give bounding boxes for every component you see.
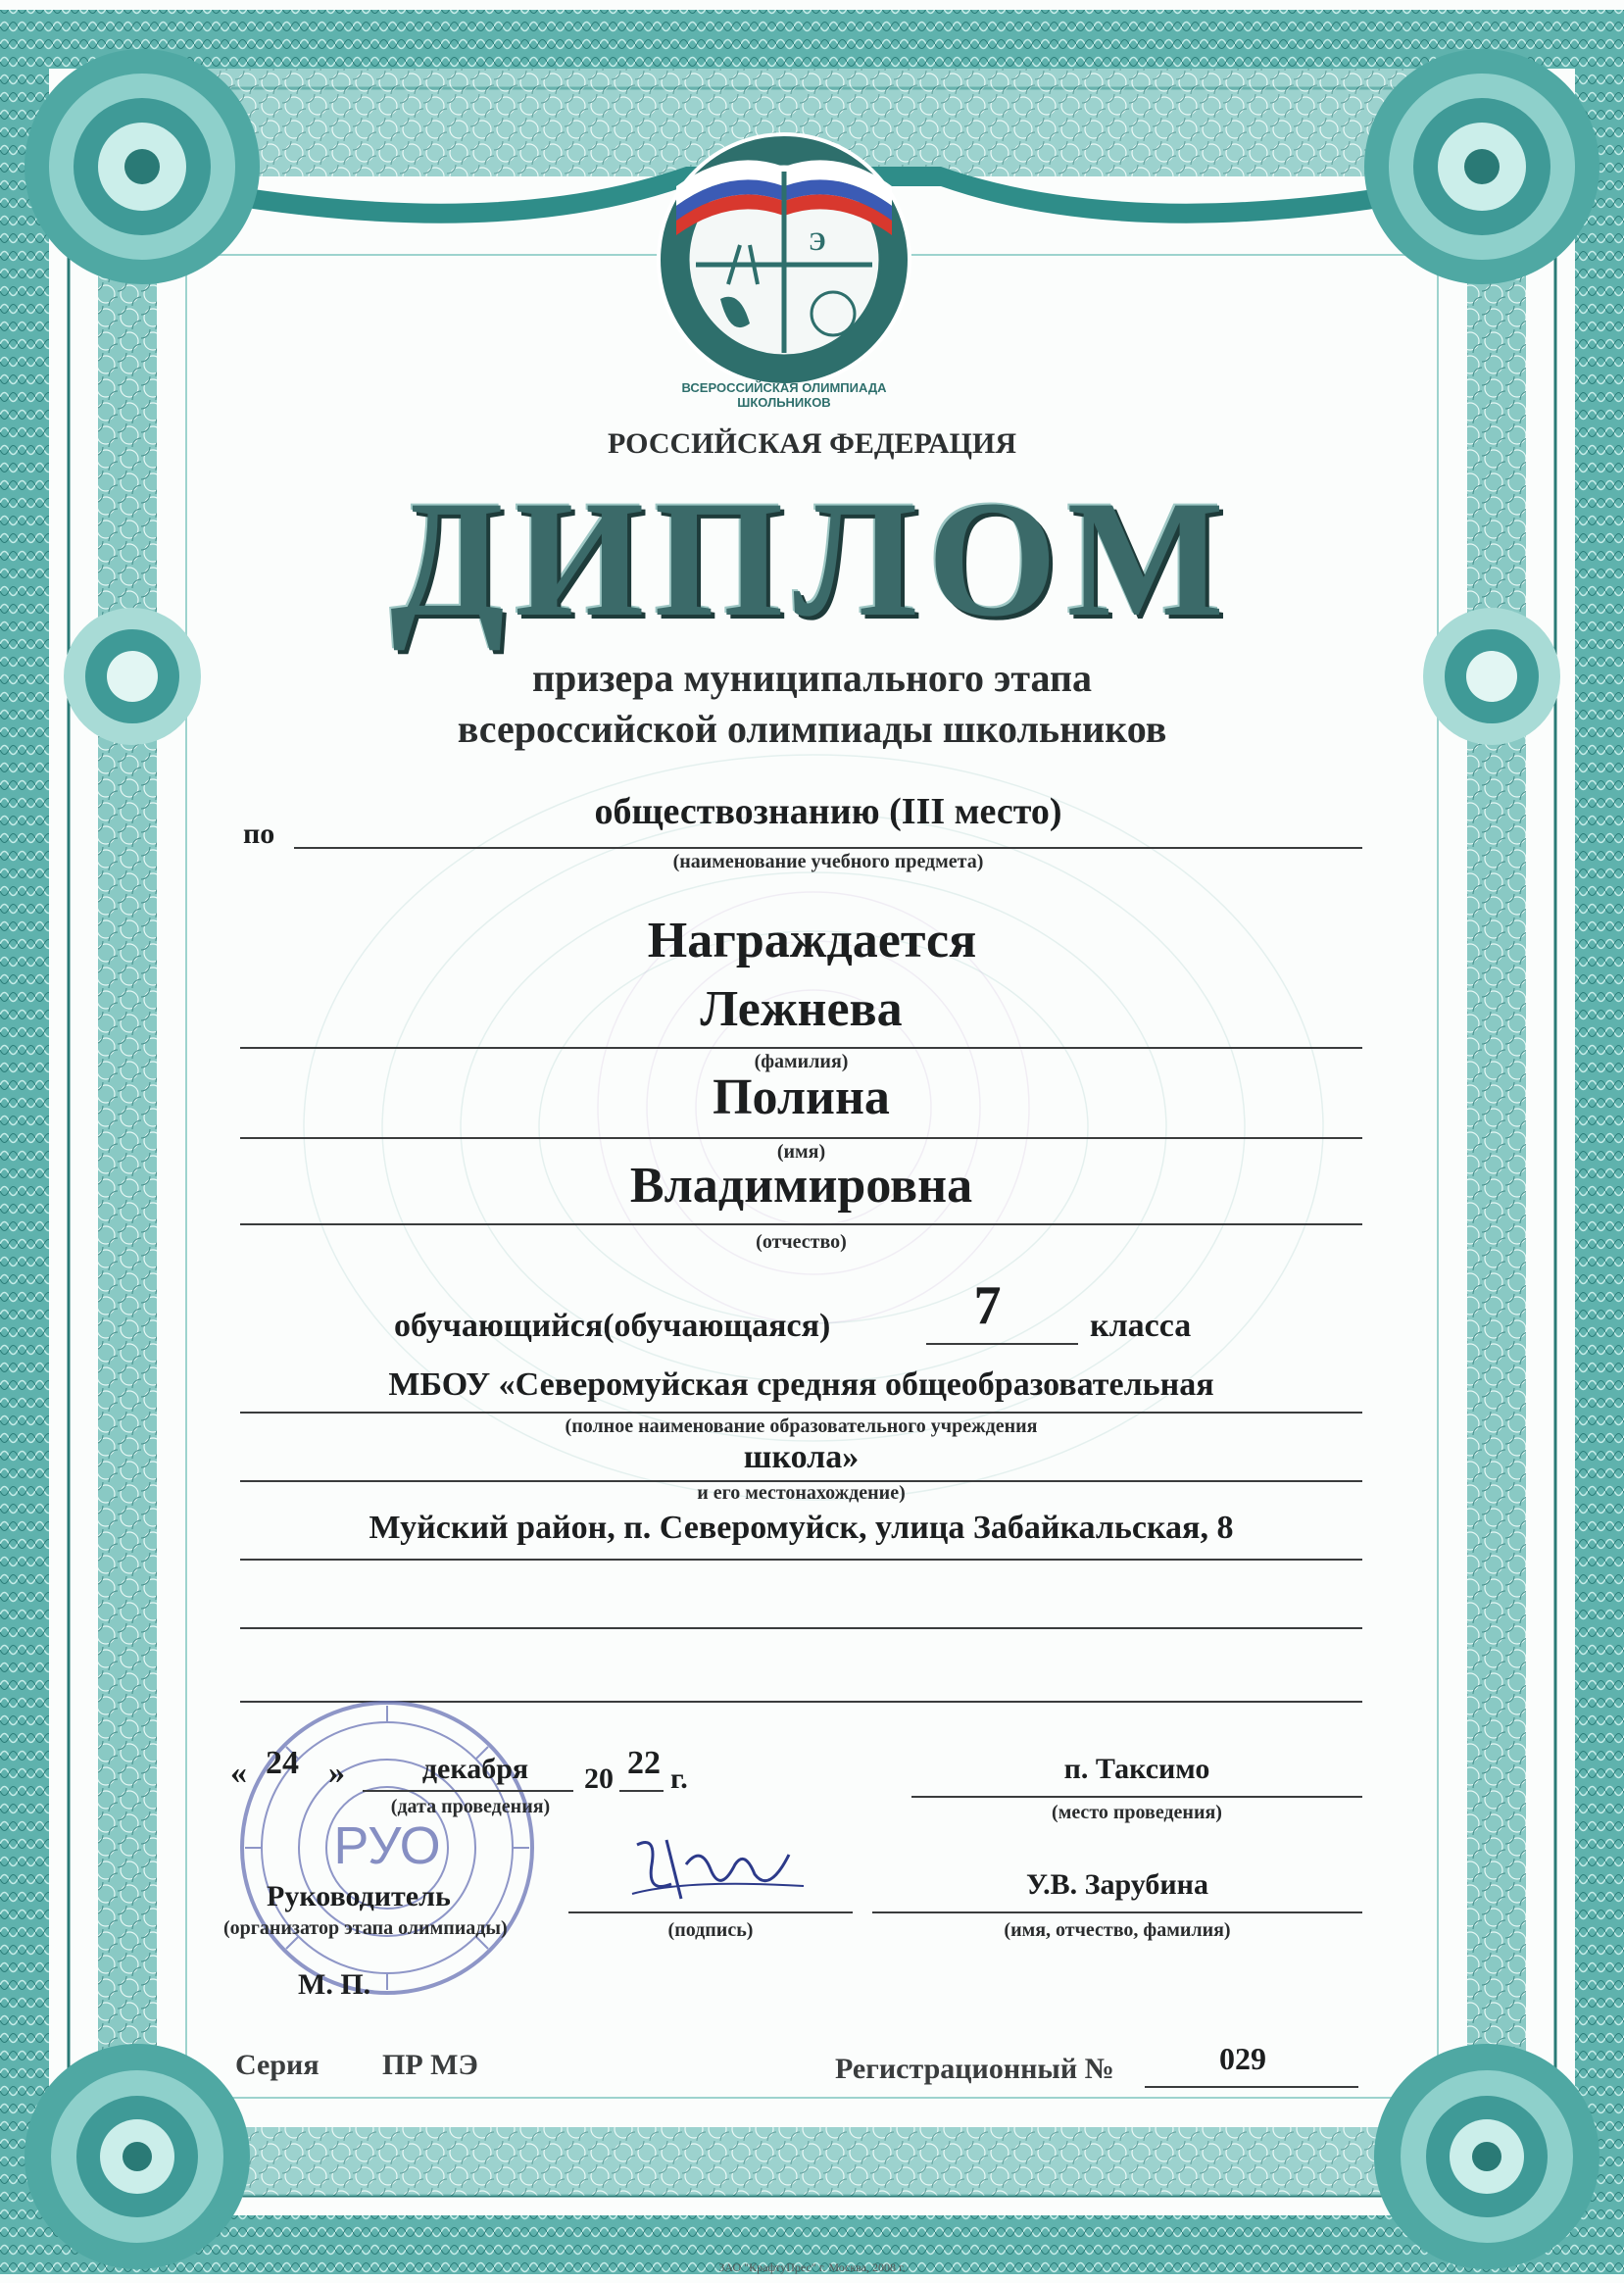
diploma-title: ДИПЛОМ — [390, 467, 1234, 651]
grade-suffix: класса — [1090, 1308, 1192, 1344]
date-day: 24 — [266, 1745, 299, 1781]
patronymic-caption: (отчество) — [756, 1231, 847, 1253]
name-line — [240, 1137, 1362, 1139]
date-open-quote: « — [230, 1755, 247, 1791]
award-heading: Награждается — [647, 913, 977, 968]
surname-line — [240, 1047, 1362, 1049]
school-line-2: школа» — [743, 1439, 860, 1475]
stamp-place-label: М. П. — [298, 1968, 371, 2001]
signer-name-line — [872, 1911, 1362, 1913]
corner-rosette-top-right — [1364, 49, 1599, 284]
signature-caption: (подпись) — [667, 1919, 754, 1941]
corner-rosette-bottom-right — [1374, 2044, 1599, 2269]
date-month: декабря — [421, 1753, 529, 1785]
school-rule-4 — [240, 1627, 1362, 1629]
subject-value: обществознанию (III место) — [594, 791, 1062, 832]
school-caption-2: и его местонахождение) — [697, 1482, 906, 1504]
corner-rosette-top-left — [25, 49, 260, 284]
subtitle-line-2: всероссийской олимпиады школьников — [457, 707, 1167, 751]
surname-value: Лежнева — [700, 981, 903, 1037]
patronymic-value: Владимировна — [629, 1158, 973, 1214]
signer-role: Руководитель — [267, 1880, 451, 1912]
signer-name-caption: (имя, отчество, фамилия) — [1004, 1919, 1231, 1941]
printer-imprint: ЗАО "КрафтуПрес" г. Москва, 2008 г. — [718, 2260, 906, 2274]
date-year-suffix: 22 — [627, 1745, 661, 1781]
grade-line — [926, 1343, 1078, 1345]
subject-prefix: по — [243, 818, 275, 850]
emblem-ring-text: ВСЕРОССИЙСКАЯ ОЛИМПИАДА ШКОЛЬНИКОВ — [681, 380, 887, 410]
school-caption-1: (полное наименование образовательного учреждения — [565, 1415, 1038, 1437]
registration-line — [1145, 2086, 1358, 2088]
school-address: Муйский район, п. Северомуйск, улица Забайкальская, 8 — [369, 1510, 1234, 1546]
grade-prefix: обучающийся(обучающаяся) — [394, 1308, 831, 1344]
olympiad-emblem — [652, 127, 916, 392]
series-value: ПР МЭ — [382, 2049, 478, 2081]
date-year-prefix: 20 — [584, 1762, 614, 1795]
signer-name: У.В. Зарубина — [1026, 1868, 1208, 1901]
name-caption: (имя) — [776, 1141, 826, 1163]
date-year-line — [619, 1790, 664, 1792]
grade-value: 7 — [973, 1275, 1002, 1336]
date-month-line — [363, 1790, 573, 1792]
date-close-quote: » — [328, 1755, 345, 1791]
school-rule-3 — [240, 1559, 1362, 1561]
patronymic-line — [240, 1223, 1362, 1225]
place-line — [911, 1796, 1362, 1798]
subject-line — [294, 847, 1362, 849]
series-label: Серия — [235, 2049, 320, 2081]
registration-value: 029 — [1219, 2041, 1266, 2076]
stamp-center-text: РУО — [333, 1816, 441, 1875]
surname-caption: (фамилия) — [754, 1051, 849, 1072]
subtitle-line-1: призера муниципального этапа — [532, 656, 1092, 700]
place-value: п. Таксимо — [1063, 1753, 1210, 1785]
handwritten-signature — [627, 1825, 813, 1913]
name-value: Полина — [713, 1069, 890, 1125]
school-rule-1 — [240, 1412, 1362, 1414]
school-line-1: МБОУ «Северомуйская средняя общеобразовательная — [388, 1366, 1214, 1403]
signer-role-caption: (организатор этапа олимпиады) — [223, 1917, 508, 1939]
place-caption: (место проведения) — [1052, 1802, 1222, 1823]
corner-rosette-bottom-left — [25, 2044, 250, 2269]
country-name: РОССИЙСКАЯ ФЕДЕРАЦИЯ — [607, 427, 1016, 460]
subject-caption: (наименование учебного предмета) — [672, 851, 984, 872]
registration-label: Регистрационный № — [835, 2053, 1114, 2085]
date-caption: (дата проведения) — [390, 1796, 551, 1817]
svg-text:Э: Э — [809, 227, 826, 256]
date-year-unit: г. — [670, 1762, 688, 1795]
